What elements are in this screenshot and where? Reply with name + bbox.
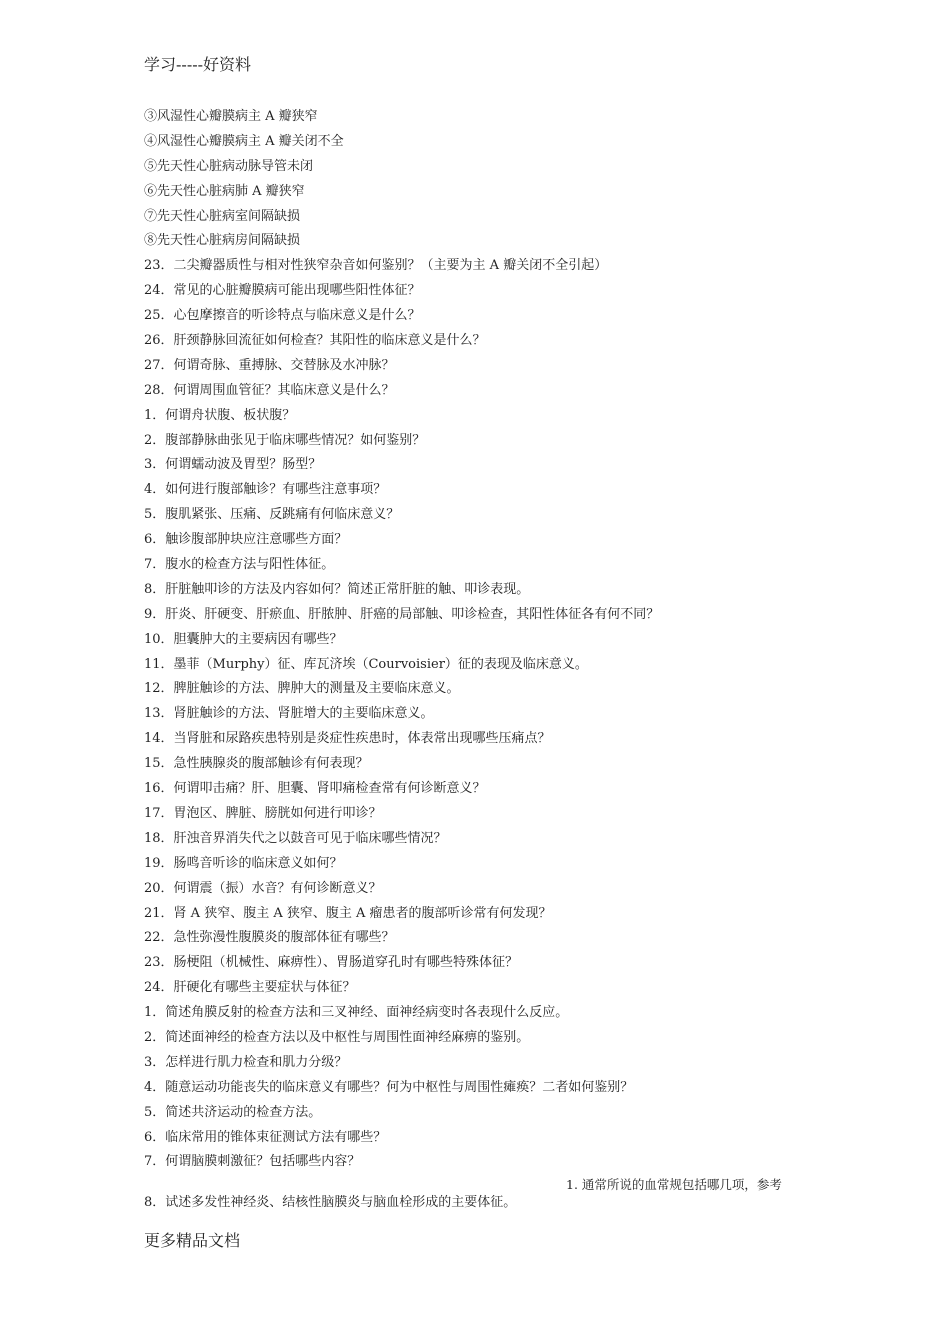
list-item: 23．肠梗阻（机械性、麻痹性）、胃肠道穿孔时有哪些特殊体征？: [144, 955, 519, 971]
list-item: 18．肝浊音界消失代之以鼓音可见于临床哪些情况？: [144, 830, 447, 846]
list-item: 12．脾脏触诊的方法、脾肿大的测量及主要临床意义。: [144, 681, 460, 697]
list-item: 8．试述多发性神经炎、结核性脑膜炎与脑血栓形成的主要体征。: [144, 1195, 517, 1211]
list-item: 6．临床常用的锥体束征测试方法有哪些？: [144, 1129, 387, 1145]
list-item: 7．腹水的检查方法与阳性体征。: [144, 557, 335, 573]
list-item: ⑦先天性心脏病室间隔缺损: [144, 208, 301, 224]
list-item: 9．肝炎、肝硬变、肝瘀血、肝脓肿、肝癌的局部触、叩诊检查，其阳性体征各有何不同？: [144, 606, 660, 622]
list-item: 14．当肾脏和尿路疾患特别是炎症性疾患时，体表常出现哪些压痛点？: [144, 731, 551, 747]
list-item: 5．腹肌紧张、压痛、反跳痛有何临床意义？: [144, 507, 400, 523]
list-item: 4．随意运动功能丧失的临床意义有哪些？何为中枢性与周围性瘫痪？二者如何鉴别？: [144, 1079, 634, 1095]
list-item: 6．触诊腹部肿块应注意哪些方面？: [144, 532, 348, 548]
list-item: ④风湿性心瓣膜病主 A 瓣关闭不全: [144, 133, 344, 149]
list-item: 5．简述共济运动的检查方法。: [144, 1104, 322, 1120]
list-item: 11．墨菲（Murphy）征、库瓦济埃（Courvoisier）征的表现及临床意义。: [144, 656, 588, 672]
page-header: 学习-----好资料: [144, 55, 252, 74]
list-item: 1．简述角膜反射的检查方法和三叉神经、面神经病变时各表现什么反应。: [144, 1005, 569, 1021]
list-item: ⑧先天性心脏病房间隔缺损: [144, 233, 301, 249]
list-item: 21．肾 A 狭窄、腹主 A 狭窄、腹主 A 瘤患者的腹部听诊常有何发现？: [144, 905, 552, 921]
list-item: 16．何谓叩击痛？肝、胆囊、肾叩痛检查常有何诊断意义？: [144, 781, 486, 797]
list-item: 8．肝脏触叩诊的方法及内容如何？简述正常肝脏的触、叩诊表现。: [144, 581, 530, 597]
list-item: 20．何谓震（振）水音？有何诊断意义？: [144, 880, 382, 896]
list-item: 17．胃泡区、脾脏、膀胱如何进行叩诊？: [144, 805, 382, 821]
list-item: 2．简述面神经的检查方法以及中枢性与周围性面神经麻痹的鉴别。: [144, 1029, 530, 1045]
list-item: ⑥先天性心脏病肺 A 瓣狭窄: [144, 183, 305, 199]
list-item: 10．胆囊肿大的主要病因有哪些？: [144, 631, 343, 647]
list-item: 4．如何进行腹部触诊？有哪些注意事项？: [144, 482, 387, 498]
list-item: 24．常见的心脏瓣膜病可能出现哪些阳性体征？: [144, 283, 421, 299]
list-item: 2．腹部静脉曲张见于临床哪些情况？如何鉴别？: [144, 432, 426, 448]
list-item: 3．何谓蠕动波及胃型？肠型？: [144, 457, 322, 473]
list-item: 7．何谓脑膜刺激征？包括哪些内容？: [144, 1154, 361, 1170]
list-item: ⑤先天性心脏病动脉导管未闭: [144, 158, 314, 174]
list-item: ③风湿性心瓣膜病主 A 瓣狭窄: [144, 109, 318, 124]
page-footer: 更多精品文档: [144, 1231, 241, 1250]
list-item: 26．肝颈静脉回流征如何检查？其阳性的临床意义是什么？: [144, 333, 486, 349]
list-item: 28．何谓周围血管征？其临床意义是什么？: [144, 382, 395, 398]
list-item: 3．怎样进行肌力检查和肌力分级？: [144, 1054, 348, 1070]
list-item: 22．急性弥漫性腹膜炎的腹部体征有哪些？: [144, 930, 395, 946]
list-item: 24．肝硬化有哪些主要症状与体征？: [144, 980, 356, 996]
list-item: 1．何谓舟状腹、板状腹？: [144, 407, 296, 423]
list-item: 15．急性胰腺炎的腹部触诊有何表现？: [144, 756, 369, 772]
list-item: 25．心包摩擦音的听诊特点与临床意义是什么？: [144, 308, 421, 324]
list-item: 27．何谓奇脉、重搏脉、交替脉及水冲脉？: [144, 357, 395, 373]
list-item: 13．肾脏触诊的方法、肾脏增大的主要临床意义。: [144, 706, 434, 722]
list-item: 23．二尖瓣器质性与相对性狭窄杂音如何鉴别？（主要为主 A 瓣关闭不全引起）: [144, 258, 608, 274]
side-note: 1. 通常所说的血常规包括哪几项，参考: [566, 1177, 782, 1193]
question-list: [144, 105, 844, 1211]
list-item: 19．肠鸣音听诊的临床意义如何？: [144, 855, 343, 871]
